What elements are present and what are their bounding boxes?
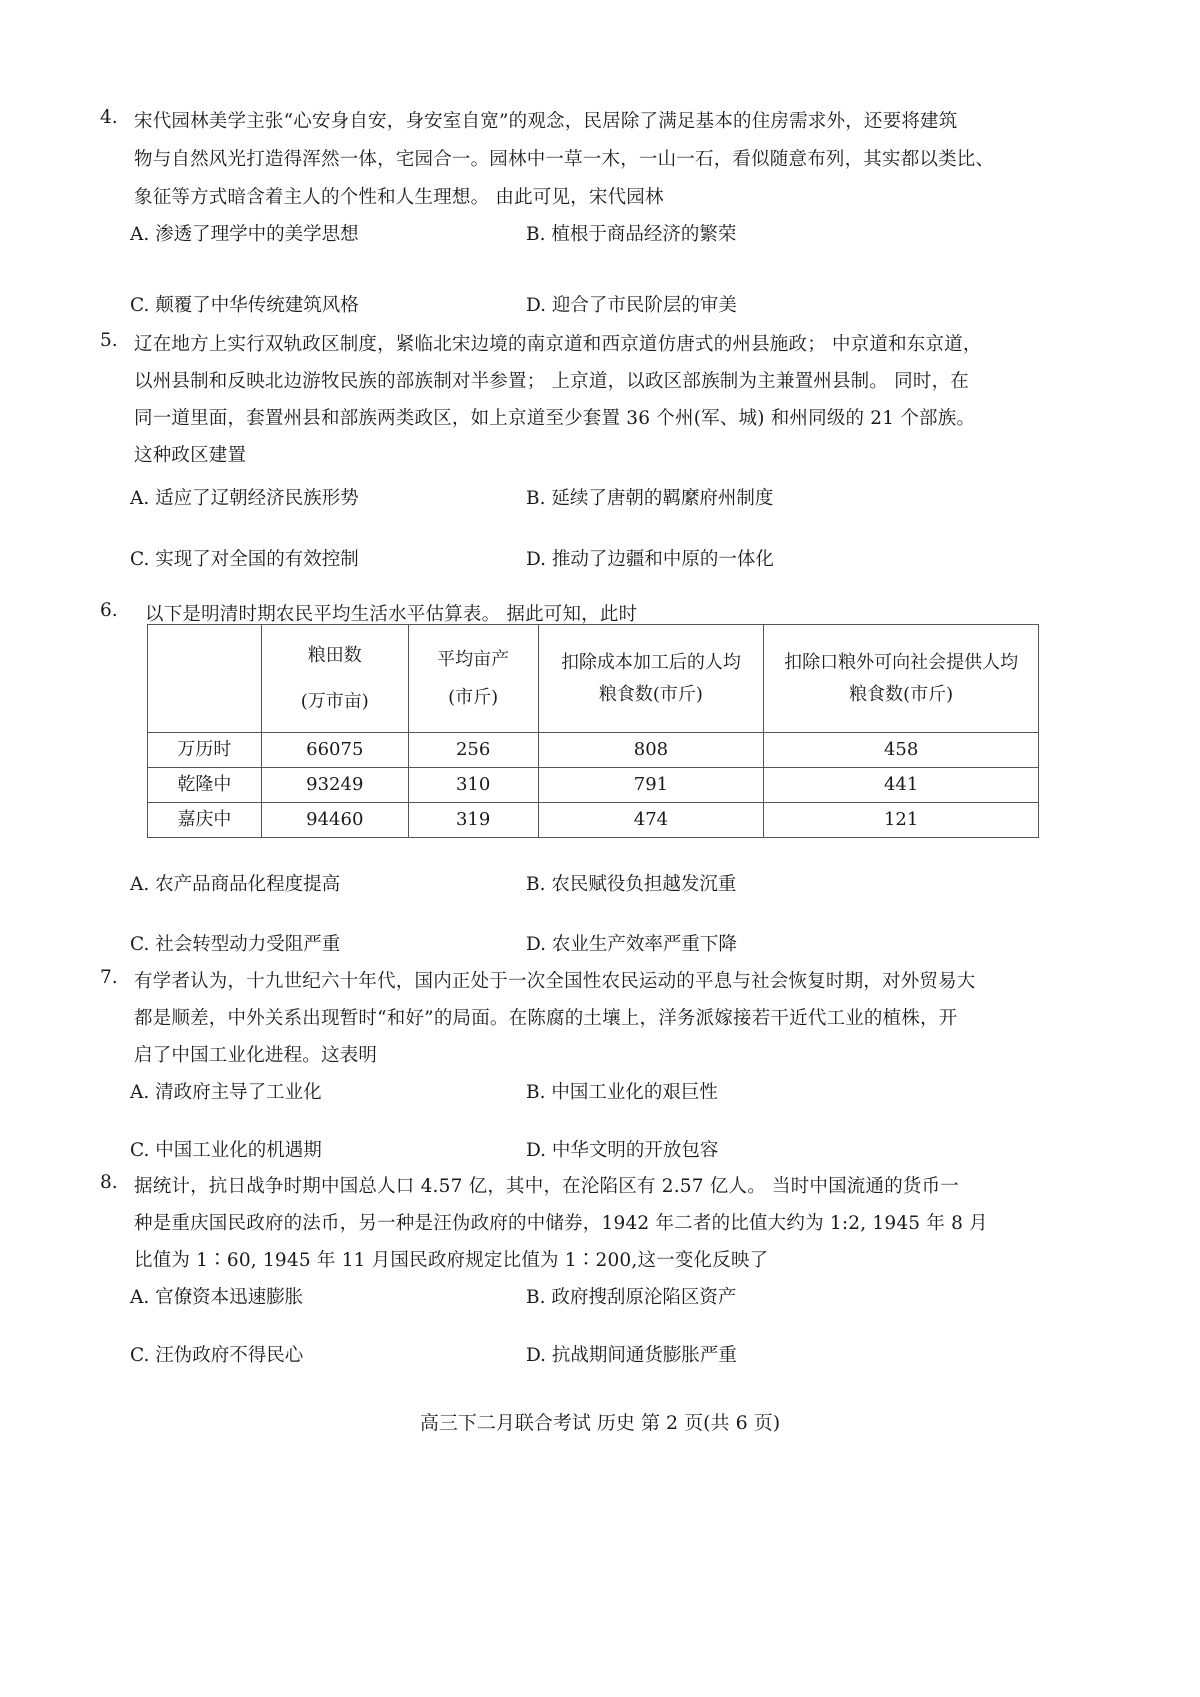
option-d[interactable]: D. 中华文明的开放包容 [526,1140,719,1161]
question-text-line: 据统计，抗日战争时期中国总人口 4.57 亿，其中，在沦陷区有 2.57 亿人。 当时中国流通的货币一 [134,1176,959,1197]
table-header-cell [261,625,408,733]
option-b[interactable]: B. 中国工业化的艰巨性 [526,1082,718,1103]
question-text-line: 宋代园林美学主张“心安身自安，身安室自宽”的观念，民居除了满足基本的住房需求外，还要将建筑 [134,111,958,132]
question-text-line: 物与自然风光打造得浑然一体，宅园合一。园林中一草一木，一山一石，看似随意布列，其实都以类比、 [134,149,995,170]
question-number: 6. [100,600,118,621]
table-header-cell [538,625,764,733]
header-line: 粮食数(市斤) [598,683,703,705]
table-cell: 441 [764,768,1039,803]
header-line: 扣除口粮外可向社会提供人均 [784,651,1019,673]
table-header-cell [148,625,262,733]
question-text-line: 有学者认为，十九世纪六十年代，国内正处于一次全国性农民运动的平息与社会恢复时期，对外贸易大 [134,971,976,992]
question-text-line: 象征等方式暗含着主人的个性和人生理想。 由此可见，宋代园林 [134,187,664,208]
option-b[interactable]: B. 农民赋役负担越发沉重 [526,874,737,895]
question-text-line: 比值为 1∶60, 1945 年 11 月国民政府规定比值为 1∶200,这一变化反映了 [134,1250,769,1271]
question-text-line: 以下是明清时期农民平均生活水平估算表。 据此可知，此时 [145,604,638,625]
table-header-cell [408,625,538,733]
question-text-line: 这种政区建置 [134,445,247,466]
table-cell: 808 [538,733,764,768]
header-line: 扣除成本加工后的人均 [560,651,741,673]
option-b[interactable]: B. 政府搜刮原沦陷区资产 [526,1287,737,1308]
option-c[interactable]: C. 中国工业化的机遇期 [130,1140,322,1161]
question-text-line: 都是顺差，中外关系出现暂时“和好”的局面。在陈腐的土壤上，洋务派嫁接若干近代工业的植株，开 [134,1008,958,1029]
question-text-line: 同一道里面，套置州县和部族两类政区，如上京道至少套置 36 个州(军、城) 和州同级的 21 个部族。 [134,408,976,429]
question-number: 4. [100,107,118,128]
table-cell: 93249 [261,768,408,803]
option-c[interactable]: C. 社会转型动力受阻严重 [130,934,341,955]
option-a[interactable]: A. 渗透了理学中的美学思想 [130,224,359,245]
header-line: 粮食数(市斤) [849,683,954,705]
option-a[interactable]: A. 官僚资本迅速膨胀 [130,1287,304,1308]
table-cell: 310 [408,768,538,803]
option-b[interactable]: B. 延续了唐朝的羁縻府州制度 [526,488,774,509]
table-header-cell [764,625,1039,733]
header-line: 粮田数 [307,644,362,666]
option-c[interactable]: C. 汪伪政府不得民心 [130,1345,304,1366]
page-footer: 高三下二月联合考试 历史 第 2 页(共 6 页) [419,1412,781,1434]
question-number: 5. [100,330,118,351]
header-line: (市斤) [448,686,499,708]
option-a[interactable]: A. 适应了辽朝经济民族形势 [130,488,359,509]
table-cell: 94460 [261,803,408,838]
option-c[interactable]: C. 实现了对全国的有效控制 [130,549,359,570]
option-d[interactable]: D. 农业生产效率严重下降 [526,934,737,955]
question-text-line: 以州县制和反映北边游牧民族的部族制对半参置； 上京道，以政区部族制为主兼置州县制。 同时，在 [134,371,969,392]
option-a[interactable]: A. 农产品商品化程度提高 [130,874,341,895]
option-d[interactable]: D. 抗战期间通货膨胀严重 [526,1345,737,1366]
estimate-table [147,624,1039,838]
option-c[interactable]: C. 颠覆了中华传统建筑风格 [130,295,359,316]
option-d[interactable]: D. 迎合了市民阶层的审美 [526,295,737,316]
table-cell: 嘉庆中 [148,803,262,838]
question-number: 7. [100,967,118,988]
question-text-line: 辽在地方上实行双轨政区制度，紧临北宋边境的南京道和西京道仿唐式的州县施政； 中京道和东京道， [134,334,982,355]
table-cell: 万历时 [148,733,262,768]
table-cell: 474 [538,803,764,838]
table-cell: 66075 [261,733,408,768]
table-row [148,803,1039,838]
option-b[interactable]: B. 植根于商品经济的繁荣 [526,224,737,245]
header-line: (万市亩) [300,690,369,712]
table-cell: 乾隆中 [148,768,262,803]
table-header-row [148,625,1039,733]
table-row [148,733,1039,768]
header-line: 平均亩产 [437,648,510,670]
table-cell: 256 [408,733,538,768]
question-text-line: 种是重庆国民政府的法币，另一种是汪伪政府的中储券，1942 年二者的比值大约为 1:2, 1945 年 8 月 [134,1213,988,1234]
table-cell: 121 [764,803,1039,838]
option-a[interactable]: A. 清政府主导了工业化 [130,1082,322,1103]
question-text-line: 启了中国工业化进程。这表明 [134,1045,378,1066]
question-number: 8. [100,1172,118,1193]
option-d[interactable]: D. 推动了边疆和中原的一体化 [526,549,774,570]
table-cell: 319 [408,803,538,838]
table-cell: 458 [764,733,1039,768]
table-row [148,768,1039,803]
table-cell: 791 [538,768,764,803]
